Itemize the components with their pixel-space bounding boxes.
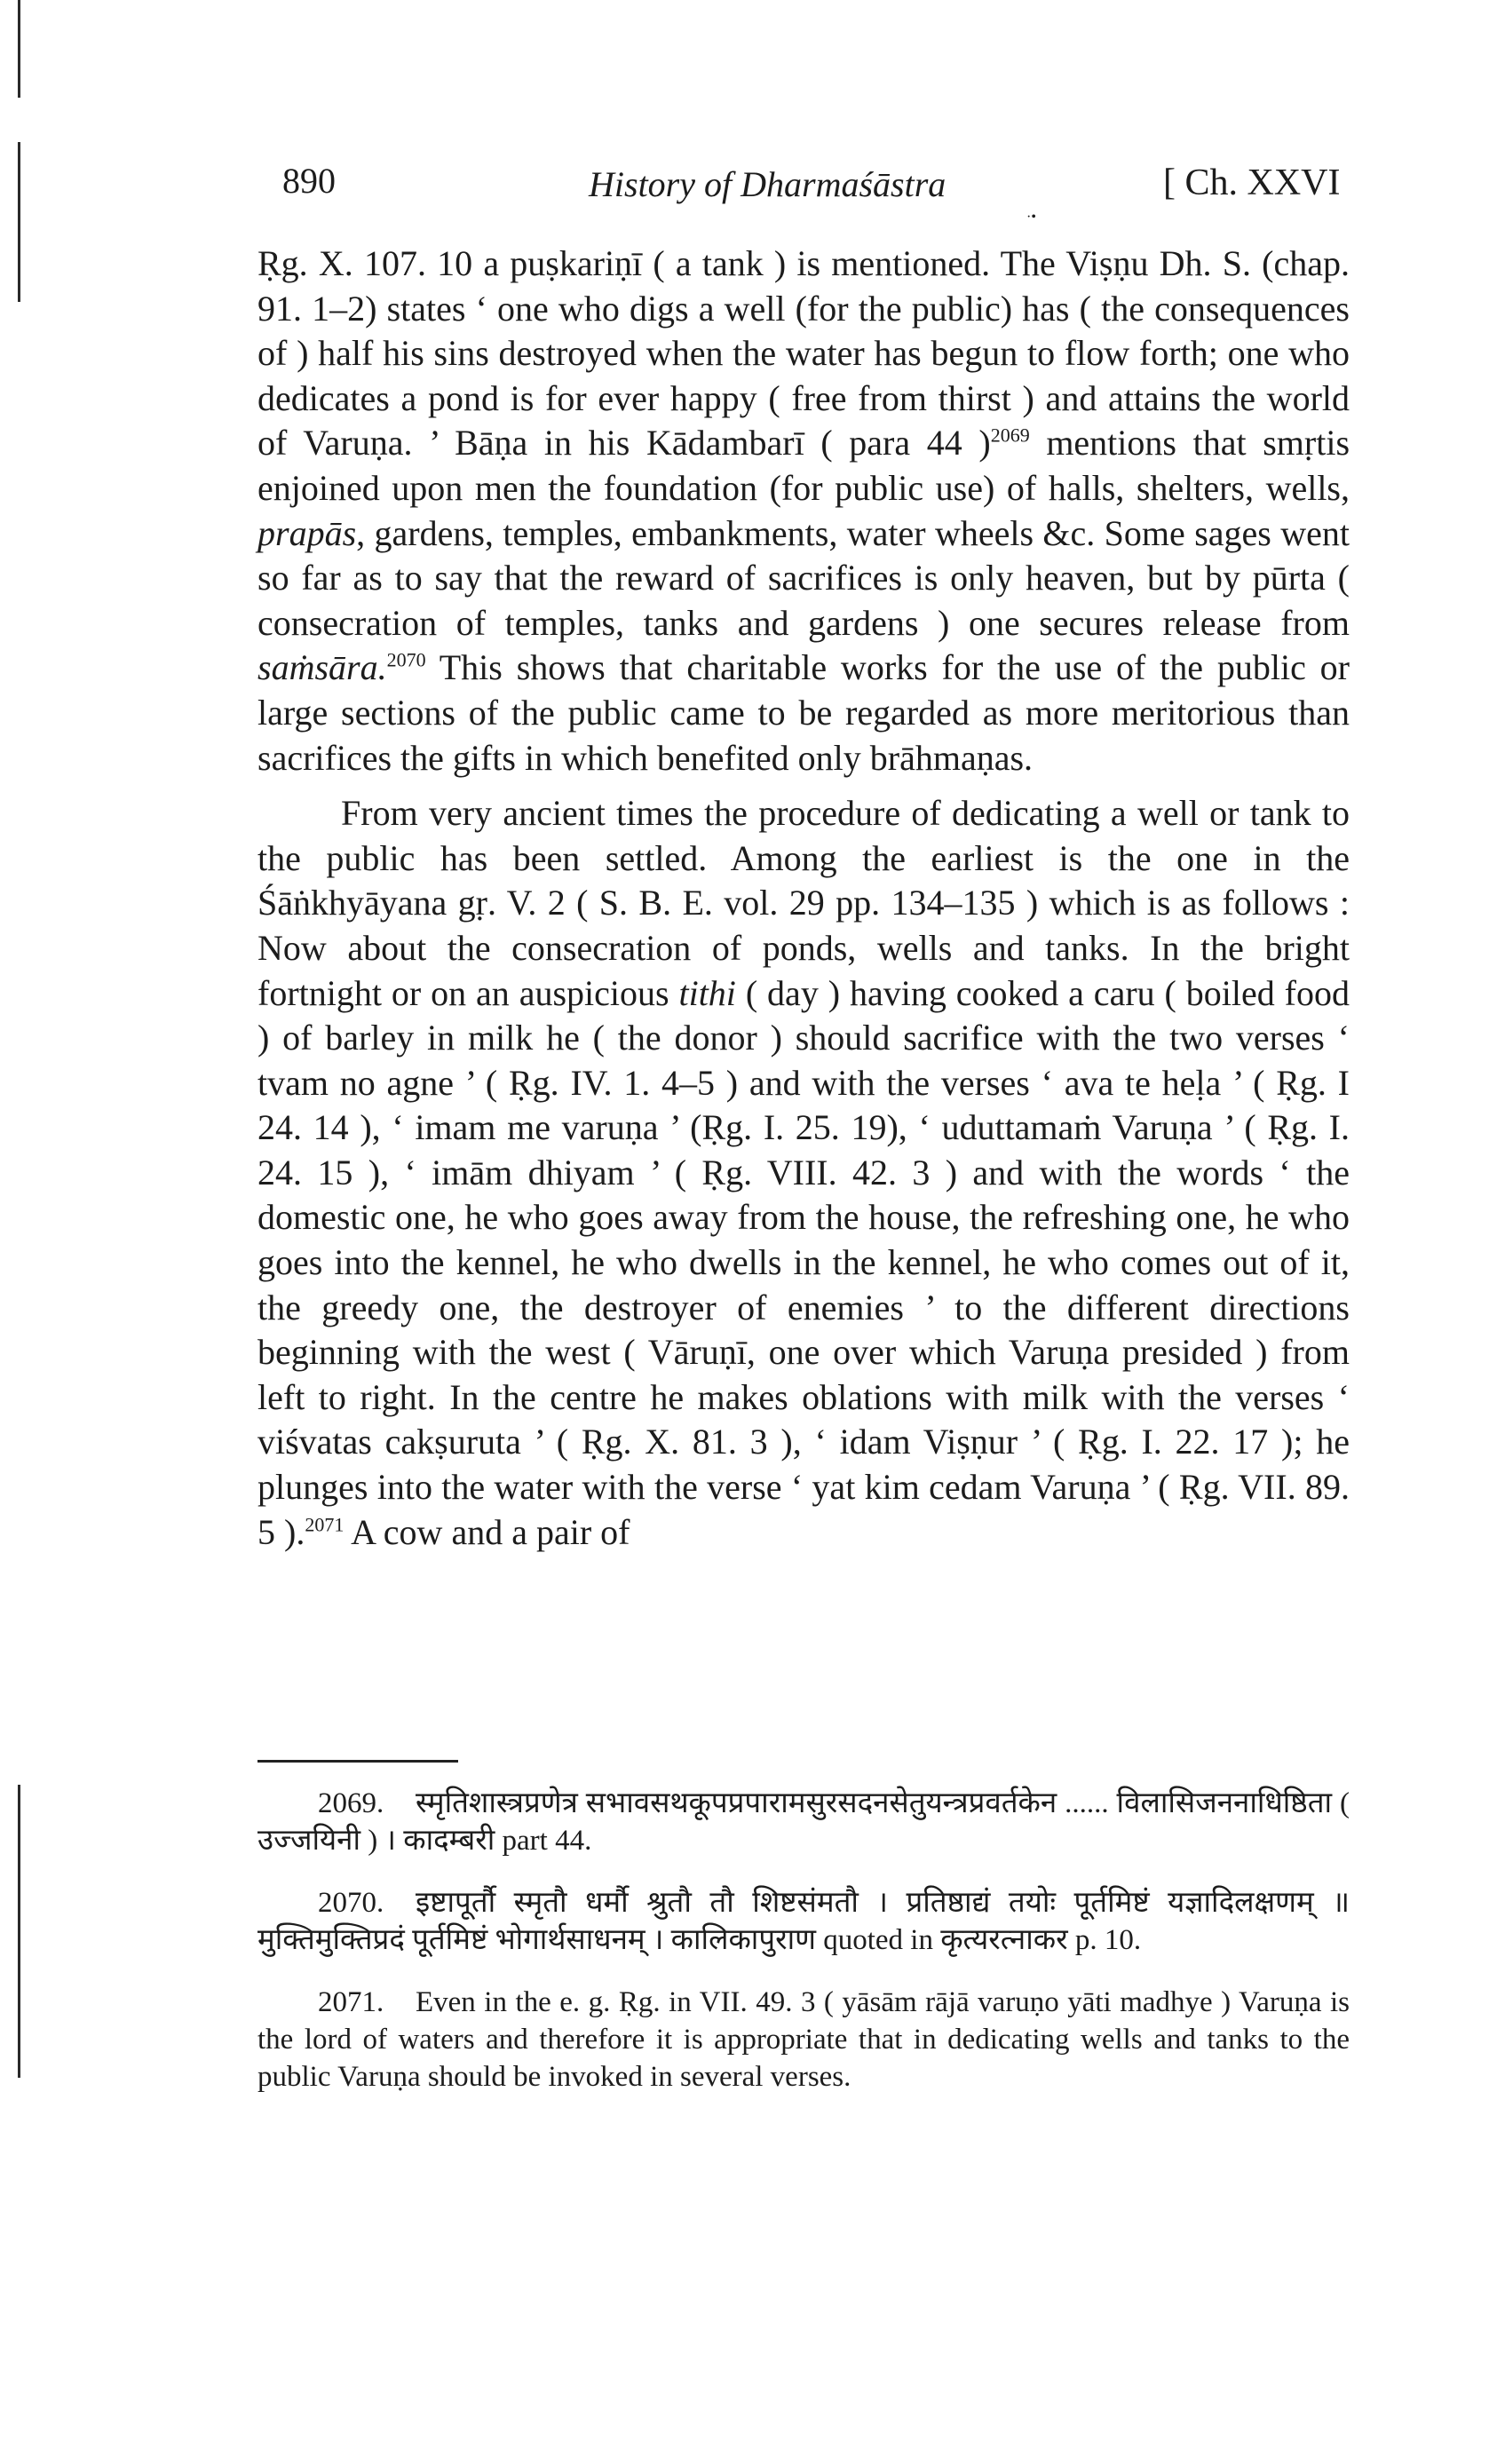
term-tithi: tithi <box>678 972 736 1013</box>
print-mark: ·• <box>1026 210 1036 225</box>
paragraph-2: From very ancient times the procedure of dedicating a well or tank to the public has been settled. Among the earliest is the one in the Śāṅkhyāyana gṛ. V. 2 ( S. B. E. vol. 29 pp. 134–135 ) which is as follows : Now about the consecration of ponds, wells and tanks. In the bright fortnight or on an auspicious tithi ( day ) having cooked a caru ( boiled food ) of barley in milk he ( the donor ) should sacrifice with the two verses ‘ tvam no agne ’ ( Ṛg. IV. 1. 4–5 ) and with the verses ‘ ava te heḷa ’ ( Ṛg. I 24. 14 ), ‘ imam me varuṇa ’ (Ṛg. I. 25. 19), ‘ uduttamaṁ Varuṇa ’ ( Ṛg. I. 24. 15 ), ‘ imām dhiyam ’ ( Ṛg. VIII. 42. 3 ) and with the words ‘ the domestic one, he who goes away from the house, the refreshing one, he who goes into the kennel, he who dwells in the kennel, he who comes out of it, the greedy one, the destroyer of enemies ’ to the different directions beginning with the west ( Vāruṇī, one over which Varuṇa presided ) from left to right. In the centre he makes oblations with milk with the verses ‘ viśvatas cakṣuruta ’ ( Ṛg. X. 81. 3 ), ‘ idam Viṣṇur ’ ( Ṛg. I. 22. 17 ); he plunges into the water with the verse ‘ yat kim cedam Varuṇa ’ ( Ṛg. VII. 89. 5 ).$^{2071}$ A cow and a pair of <box>257 793 1350 1552</box>
footnote-text: इष्टापूर्तौ स्मृतौ धर्मौ श्रुतौ तौ शिष्टसंमतौ । प्रतिष्ठाद्यं तयोः पूर्तमिष्टं यज्ञादिलक्षणम् ॥ मुक्तिमुक्तिप्रदं पूर्तमिष्टं भोगार्थसाधनम् । कालिकापुराण quoted in कृत्यरत्नाकर p. 10. <box>257 1887 1350 1956</box>
footnote-number: 2069. <box>318 1787 384 1819</box>
footnote-ref-2070: 2070 <box>386 649 426 672</box>
footnote-text: स्मृतिशास्त्रप्रणेत्र सभावसथकूपप्रपारामसुरसदनसेतुयन्त्रप्रवर्तकेन ...... विलासिजननाधिष्ठिता ( उज्जयिनी ) । कादम्बरी part 44. <box>257 1787 1350 1857</box>
term-samsara: saṁsāra. <box>257 647 387 688</box>
footnote-number: 2071. <box>318 1986 384 2018</box>
footnote-ref-2071: 2071 <box>305 1513 345 1536</box>
footnote-number: 2070. <box>318 1887 384 1919</box>
page-number: 890 <box>282 161 336 201</box>
page-header <box>282 160 1348 225</box>
footnotes <box>257 1785 1350 2120</box>
footnote-text: Even in the e. g. Ṛg. in VII. 49. 3 ( yāsām rājā varuṇo yāti madhye ) Varuṇa is the lord of waters and therefore it is appropriate that in dedicating wells and tanks to the public Varuṇa should be invoked in several verses. <box>257 1986 1350 2093</box>
footnote-ref-2069: 2069 <box>990 424 1030 448</box>
chapter-label: [ Ch. XXVI <box>1163 162 1341 203</box>
paragraph-1: Ṛg. X. 107. 10 a puṣkariṇī ( a tank ) is mentioned. The Viṣṇu Dh. S. (chap. 91. 1–2) states ‘ one who digs a well (for the public) has ( the consequences of ) half his sins destroyed when the water has begun to flow forth; one who dedicates a pond is for ever happy ( free from thirst ) and attains the world of Varuṇa. ’ Bāṇa in his Kādambarī ( para 44 )$^{2069}$ mentions that smṛtis enjoined upon men the foundation (for public use) of halls, shelters, wells, prapās, gardens, temples, embankments, water wheels &c. Some sages went so far as to say that the reward of sacrifices is only heaven, but by pūrta ( consecration of temples, tanks and gardens ) one secures release from saṁsāra.$^{2070}$ This shows that charitable works for the use of the public or large sections of the public came to be regarded as more meritorious than sacrifices the gifts in which benefited only brāhmaṇas. <box>257 243 1350 778</box>
footnote-divider <box>257 1760 458 1763</box>
term-prapas: prapās <box>257 512 357 553</box>
footnote-2070 <box>257 1884 1350 1959</box>
footnote-2069 <box>257 1785 1350 1859</box>
main-text <box>257 242 1350 1555</box>
footnote-2071 <box>257 1984 1350 2096</box>
running-title: History of Dharmaśāstra <box>589 164 946 204</box>
